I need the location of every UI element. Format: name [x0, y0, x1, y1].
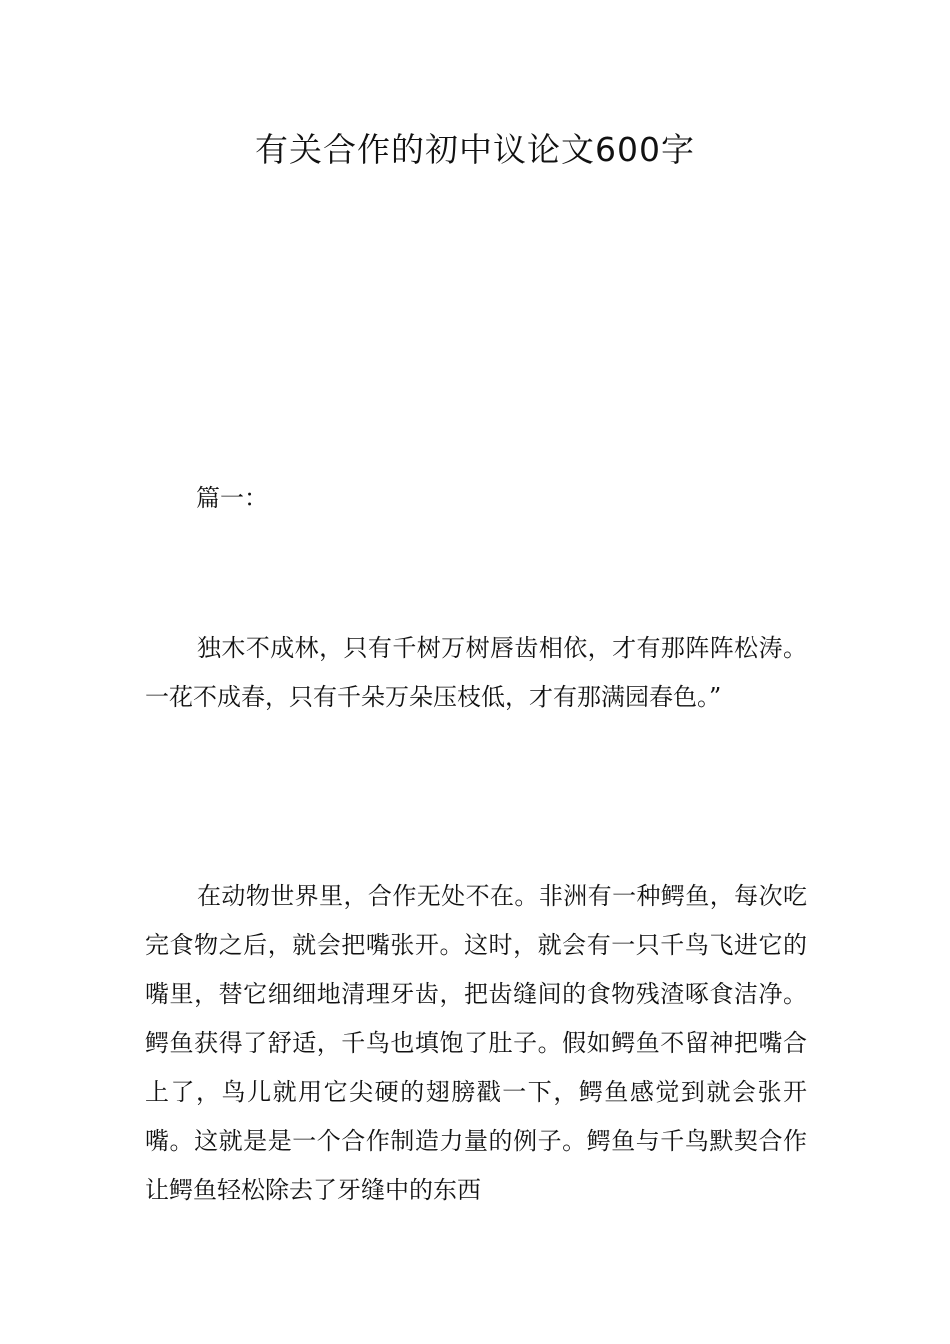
section-heading: 篇一：: [196, 484, 268, 512]
paragraph-2: 在动物世界里，合作无处不在。非洲有一种鳄鱼，每次吃完食物之后，就会把嘴张开。这时，就会有一只千鸟飞进它的嘴里，替它细细地清理牙齿，把齿缝间的食物残渣啄食洁净。鳄鱼获得了舒适，千鸟也填饱了肚子。假如鳄鱼不留神把嘴合上了，鸟儿就用它尖硬的翅膀戳一下，鳄鱼感觉到就会张开嘴。这就是是一个合作制造力量的例子。鳄鱼与千鸟默契合作让鳄鱼轻松除去了牙缝中的东西: [145, 882, 807, 1204]
paragraph-1: 独木不成林，只有千树万树唇齿相依，才有那阵阵松涛。一花不成春，只有千朵万朵压枝低，才有那满园春色。”: [145, 634, 807, 711]
document-title: 有关合作的初中议论文600字: [255, 130, 695, 169]
